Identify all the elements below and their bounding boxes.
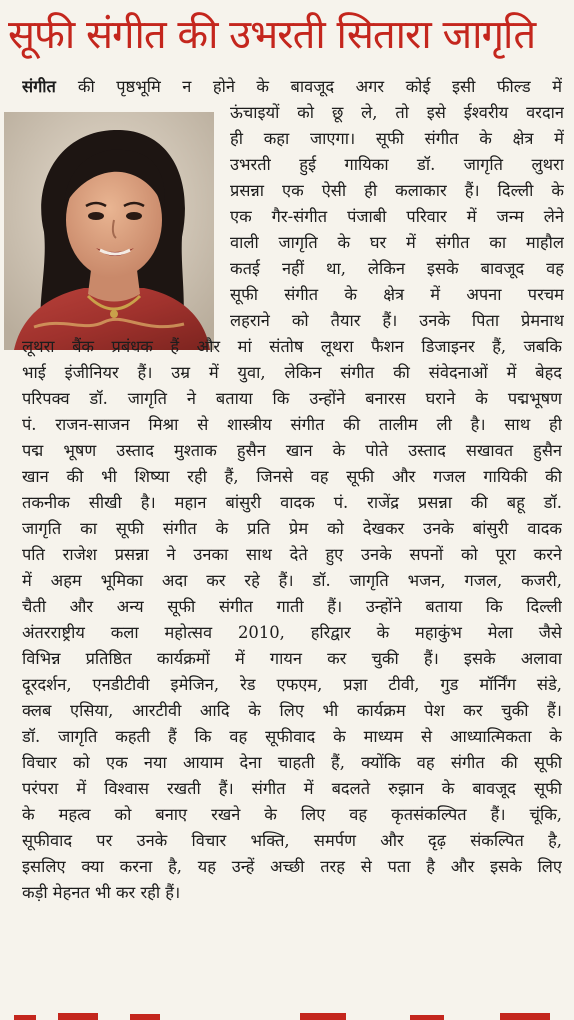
article-line: दूरदर्शन, एनडीटीवी इमेजिन, रेड एफएम, प्रज्ञा टीवी, गुड मॉर्निंग संडे, <box>22 675 562 694</box>
article-line: चैती और अन्य सूफी संगीत गाती हैं। उन्होंने बताया कि दिल्ली <box>22 597 562 616</box>
article-line: लूथरा बैंक प्रबंधक हैं और मां संतोष लूथरा फैशन डिजाइनर हैं, जबकि <box>22 337 562 356</box>
headline: सूफी संगीत की उभरती सितारा जागृति <box>8 12 536 58</box>
article-line: डॉ. जागृति कहती हैं कि वह सूफीवाद के माध्यम से आध्यात्मिकता के <box>22 727 562 746</box>
lead-word: संगीत <box>22 77 78 96</box>
article-line: ऊंचाइयों को छू ले, तो इसे ईश्वरीय वरदान <box>230 103 564 122</box>
article-line: में अहम भूमिका अदा कर रहे हैं। डॉ. जागृति भजन, गजल, कजरी, <box>22 571 562 590</box>
article-line: परिपक्व डॉ. जागृति ने बताया कि उन्होंने बनारस घराने के पद्मभूषण <box>22 389 562 408</box>
article-line <box>22 74 562 100</box>
article-line: वाली जागृति के घर में संगीत का माहौल <box>230 233 564 252</box>
article-line: लहराने को तैयार हैं। उनके पिता प्रेमनाथ <box>230 311 564 330</box>
article-line: इसलिए क्या करना है, यह उन्हें अच्छी तरह से पता है और इसके लिए <box>22 857 562 876</box>
article-line: पद्म भूषण उस्ताद मुश्ताक हुसैन खान के पोते उस्ताद सखावत हुसैन <box>22 441 562 460</box>
article-line: विचार को एक नया आयाम देना चाहती हैं, क्योंकि वह संगीत की सूफी <box>22 753 562 772</box>
next-headline-fragment <box>0 1008 574 1020</box>
article-line: भाई इंजीनियर हैं। उम्र में युवा, लेकिन संगीत की संवेदनाओं में बेहद <box>22 363 562 382</box>
article-line: विभिन्न प्रतिष्ठित कार्यक्रमों में गायन कर चुकी हैं। इसके अलावा <box>22 649 562 668</box>
article-line: ही कहा जाएगा। सूफी संगीत के क्षेत्र में <box>230 129 564 148</box>
article-body <box>0 74 574 1020</box>
article-line: खान की भी शिष्या रही हैं, जिनसे वह सूफी और गजल गायिकी की <box>22 467 562 486</box>
article-line: क्लब एसिया, आरटीवी आदि के लिए भी कार्यक्रम पेश कर चुकी हैं। <box>22 701 562 720</box>
article-line: पं. राजन-साजन मिश्रा से शास्त्रीय संगीत की तालीम ली है। साथ ही <box>22 415 562 434</box>
article-line: सूफी संगीत के क्षेत्र में अपना परचम <box>230 285 564 304</box>
article-line: सूफीवाद पर उनके विचार भक्ति, समर्पण और दृढ़ संकल्पित है, <box>22 831 562 850</box>
article-line: उभरती हुई गायिका डॉ. जागृति लुथरा <box>230 155 564 174</box>
article-line: जागृति का सूफी संगीत के प्रति प्रेम को देखकर उनके बांसुरी वादक <box>22 519 562 538</box>
article-line: तकनीक सीखी है। महान बांसुरी वादक पं. राजेंद्र प्रसन्ना की बहू डॉ. <box>22 493 562 512</box>
cut-off-text-decoration <box>0 1011 574 1020</box>
article-line: एक गैर-संगीत पंजाबी परिवार में जन्म लेने <box>230 207 564 226</box>
article-line-text: की पृष्ठभूमि न होने के बावजूद अगर कोई इसी फील्ड में <box>77 77 562 96</box>
article-line: अंतरराष्ट्रीय कला महोत्सव 2010, हरिद्वार के महाकुंभ मेला जैसे <box>22 623 562 642</box>
article-line: कड़ी मेहनत भी कर रही हैं। <box>22 883 181 902</box>
article-line: प्रसन्ना एक ऐसी ही कलाकार हैं। दिल्ली के <box>230 181 564 200</box>
article-line: कतई नहीं था, लेकिन इसके बावजूद वह <box>230 259 564 278</box>
article-line: पति राजेश प्रसन्ना ने उनका साथ देते हुए उनके सपनों को पूरा करने <box>22 545 562 564</box>
article-line: परंपरा में विश्वास रखती हैं। संगीत में बदलते रुझान के बावजूद सूफी <box>22 779 562 798</box>
article-line: के महत्व को बनाए रखने के लिए वह कृतसंकल्पित हैं। चूंकि, <box>22 805 562 824</box>
